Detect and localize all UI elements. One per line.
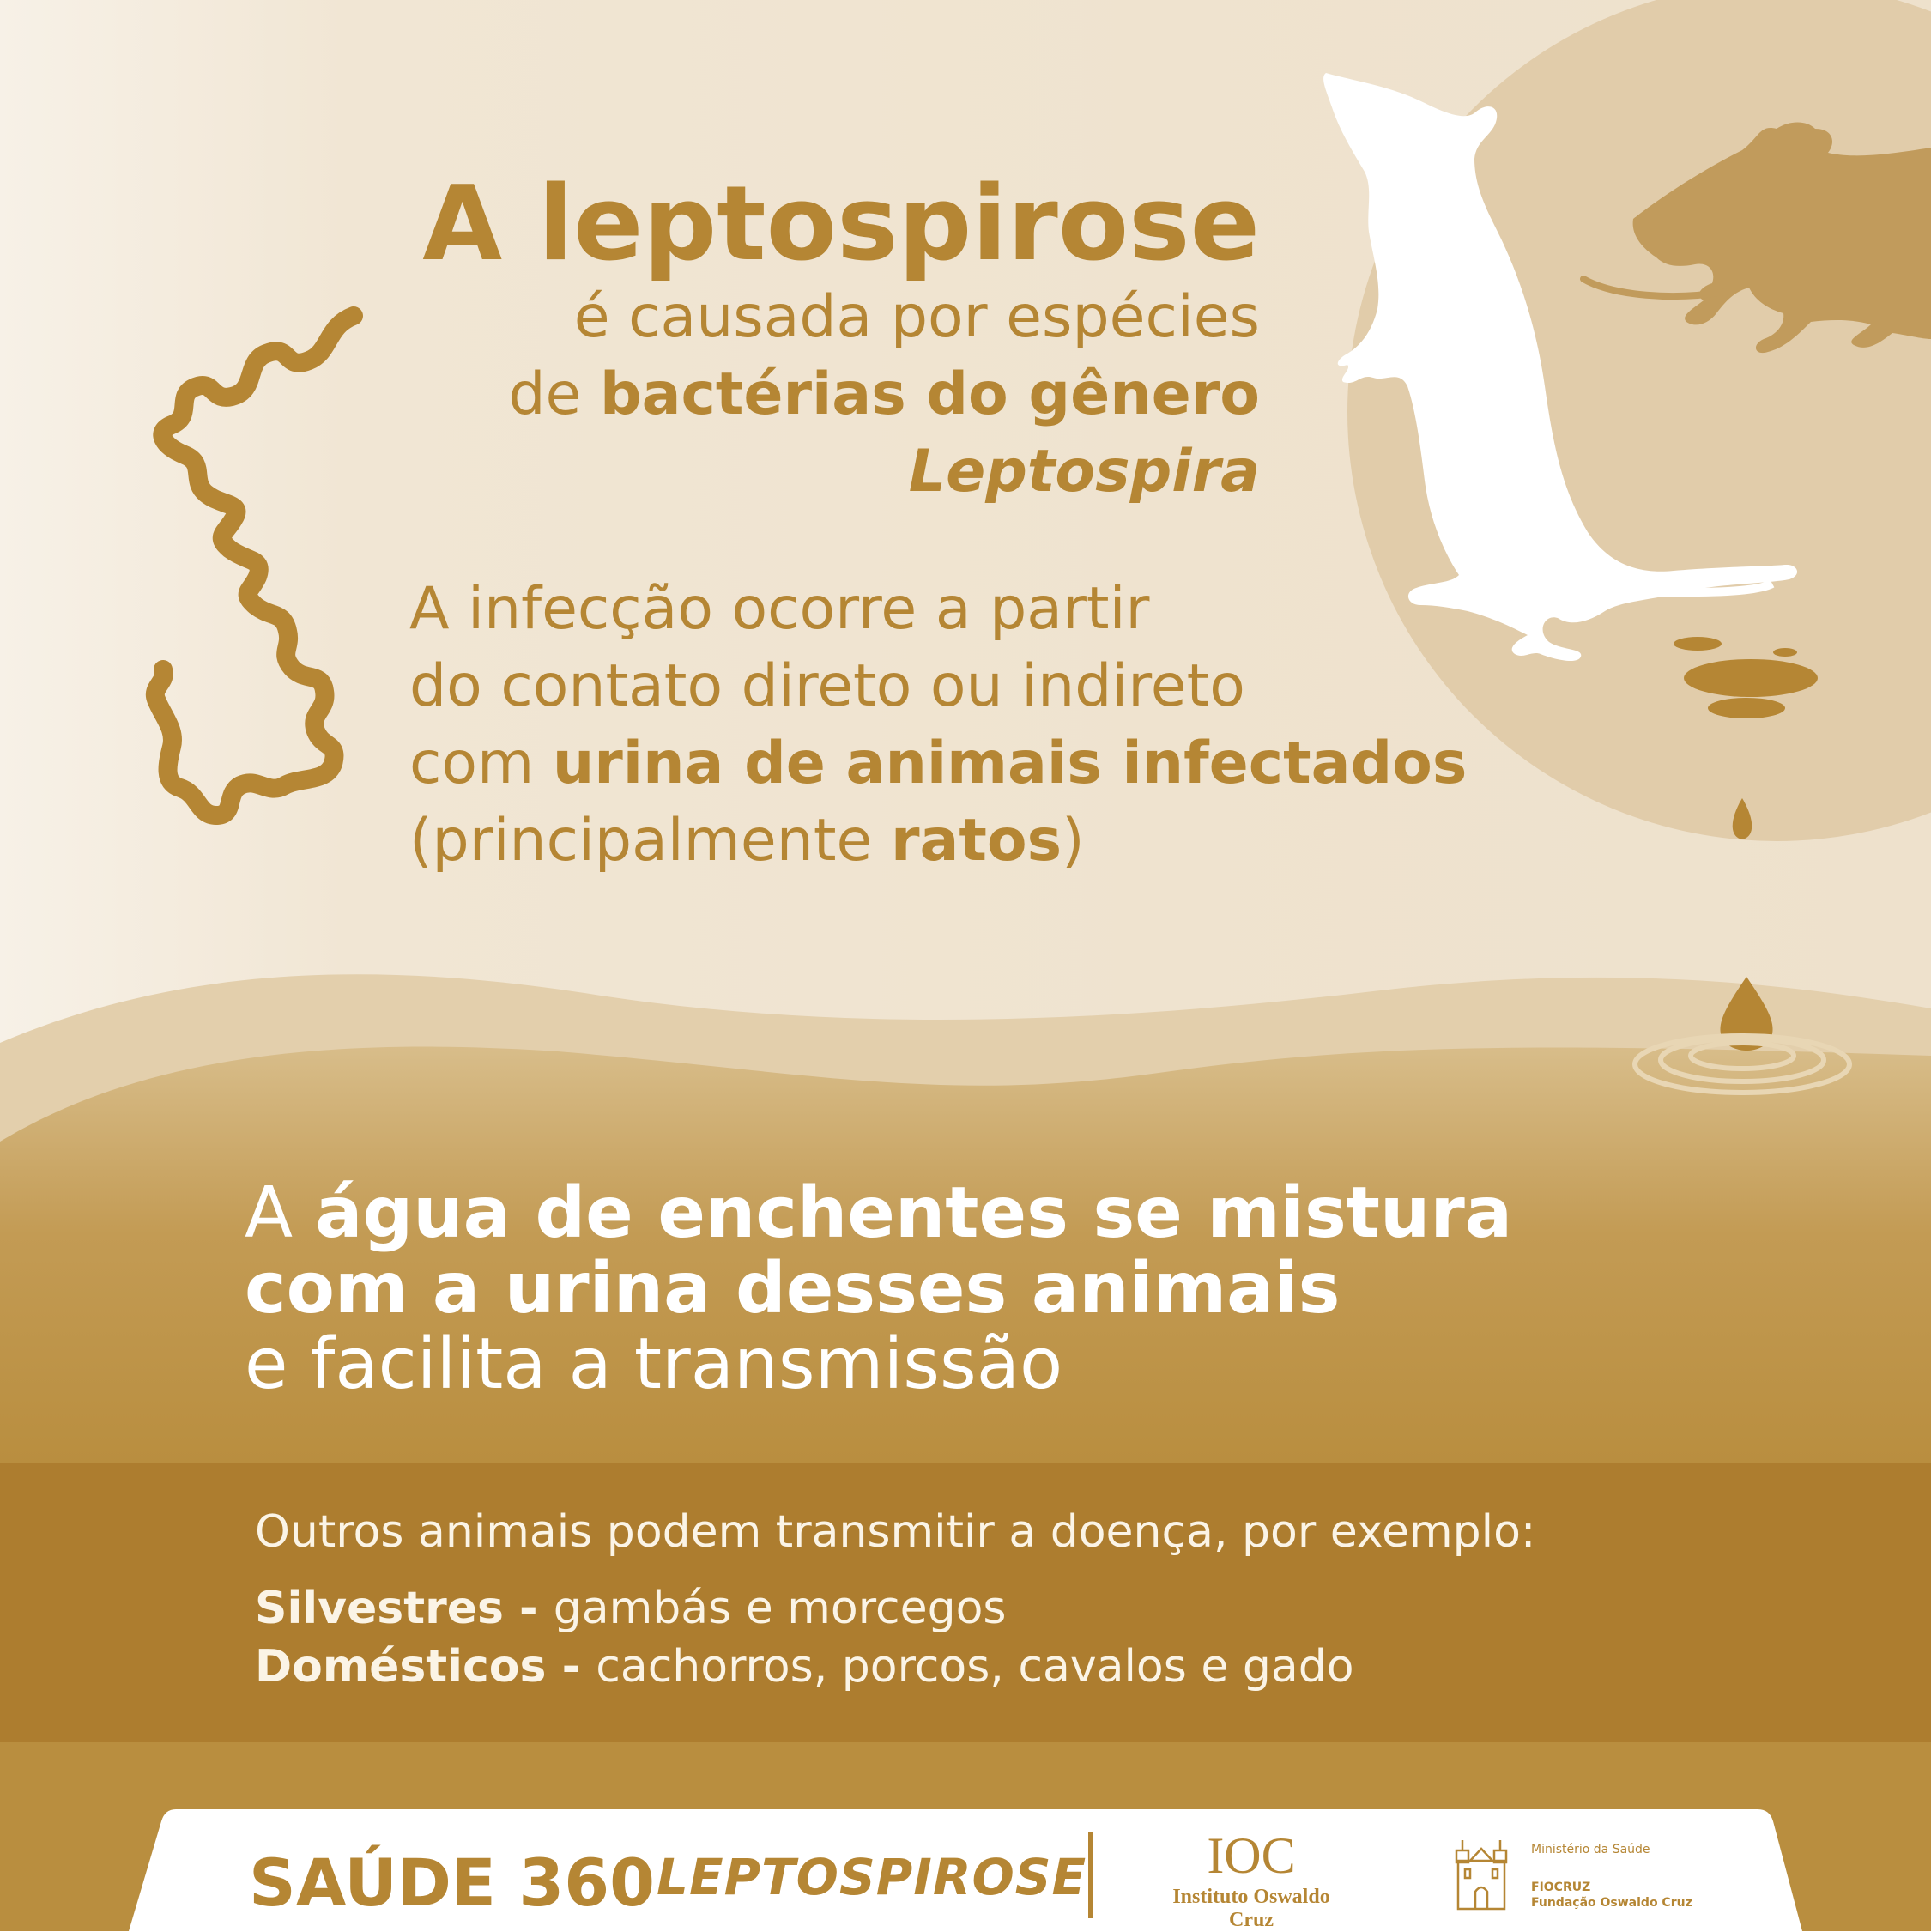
cause-line-2-prefix: de (508, 360, 600, 428)
saude360-logo-text: SAÚDE 360 (249, 1844, 656, 1921)
flood-bold-2: com a urina desses animais (245, 1248, 1341, 1329)
ioc-name: Instituto Oswaldo Cruz (1172, 1886, 1330, 1931)
wild-text: gambás e morcegos (553, 1583, 1007, 1634)
infection-line-1: A infecção ocorre a partir (409, 575, 1150, 643)
leptospirose-logo: LEPTOSPIROSE (657, 1848, 1087, 1906)
infection-line-4-bold: ratos (890, 807, 1062, 875)
genus-name: Leptospira (908, 438, 1260, 506)
infection-line-2: do contato direto ou indireto (409, 652, 1245, 720)
infection-line-4-close: ) (1062, 807, 1085, 875)
fiocruz-abbr: FIOCRUZ (1531, 1881, 1591, 1894)
domestic-label: Domésticos - (255, 1641, 596, 1693)
wild-animals (255, 1581, 1006, 1637)
flood-bold-1: água de enchentes se mistura (315, 1172, 1513, 1254)
fiocruz-label (1531, 1880, 1692, 1911)
other-animals-intro: Outros animais podem transmitir a doença, por exemplo: (255, 1506, 1536, 1558)
ministry-label: Ministério da Saúde (1531, 1843, 1650, 1856)
cause-line-1: é causada por espécies (573, 283, 1260, 351)
fiocruz-full: Fundação Oswaldo Cruz (1531, 1896, 1692, 1910)
infection-text (409, 571, 1542, 880)
main-title: A leptospirose (422, 165, 1260, 284)
flood-prefix: A (245, 1172, 316, 1254)
saude360-logo (249, 1837, 656, 1921)
infection-line-3-prefix: com (409, 730, 553, 797)
cause-line-2-bold: bactérias do gênero (599, 360, 1260, 428)
fiocruz-castle-icon (1455, 1835, 1508, 1912)
flood-text (245, 1172, 1704, 1405)
flood-line-3: e facilita a transmissão (245, 1323, 1063, 1405)
domestic-text: cachorros, porcos, cavalos e gado (596, 1641, 1354, 1693)
cause-text (316, 279, 1260, 511)
ioc-logo: IOC (1207, 1827, 1296, 1884)
footer-divider (1088, 1832, 1093, 1918)
wild-label: Silvestres - (255, 1583, 554, 1634)
domestic-animals (255, 1639, 1354, 1695)
infection-line-3-bold: urina de animais infectados (552, 730, 1468, 797)
infection-line-4-open: (principalmente (409, 807, 891, 875)
